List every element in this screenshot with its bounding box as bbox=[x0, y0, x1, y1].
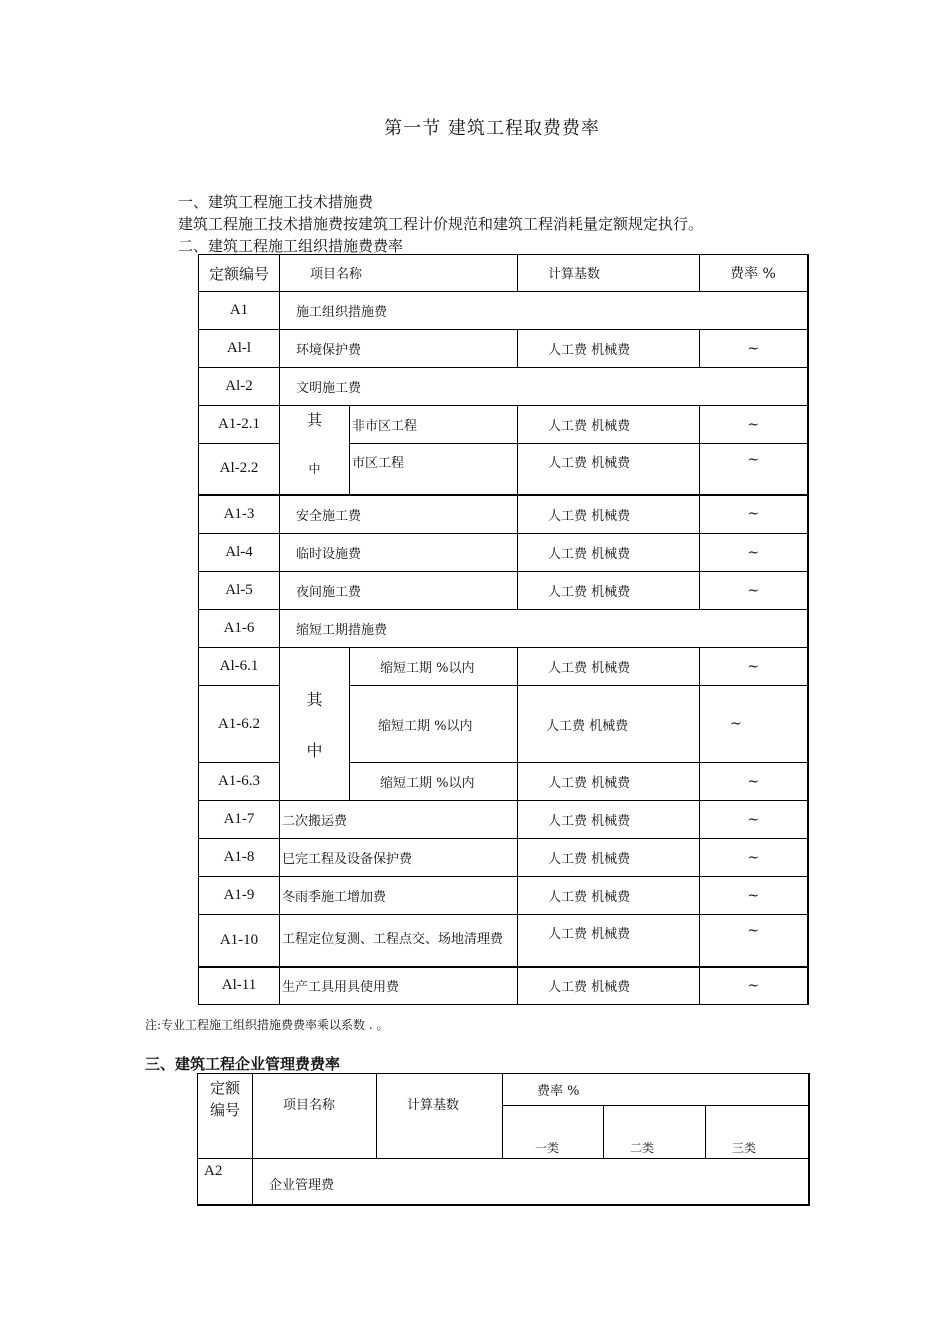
row-name: 文明施工费 bbox=[280, 368, 808, 406]
row-name: 夜间施工费 bbox=[280, 572, 518, 610]
table-row bbox=[199, 915, 808, 967]
table-header-row bbox=[199, 255, 808, 292]
row-code: A1-7 bbox=[199, 801, 280, 839]
row-base: 人工费 机械费 bbox=[518, 572, 700, 610]
table-row bbox=[199, 292, 808, 330]
row-base: 人工费 机械费 bbox=[518, 534, 700, 572]
row-code: A1-3 bbox=[199, 495, 280, 534]
row-rate: ~ bbox=[700, 686, 808, 763]
header-code-line1: 定额 bbox=[209, 1079, 240, 1097]
row-rate: ~ bbox=[700, 495, 808, 534]
row-name: 施工组织措施费 bbox=[280, 292, 808, 330]
row-name: 缩短工期措施费 bbox=[280, 610, 808, 648]
row-name: 安全施工费 bbox=[280, 495, 518, 534]
section3-heading: 三、建筑工程企业管理费费率 bbox=[145, 1055, 341, 1073]
row-code: A2 bbox=[198, 1159, 253, 1205]
table-row bbox=[199, 368, 808, 406]
row-code: A1-6.3 bbox=[199, 763, 280, 801]
table-row bbox=[199, 877, 808, 915]
qizhong-char-2: 中 bbox=[306, 741, 323, 760]
table-row bbox=[199, 495, 808, 534]
row-code: A1-6 bbox=[199, 610, 280, 648]
row-name: 生产工具用具使用费 bbox=[280, 967, 518, 1005]
row-code: Al-4 bbox=[199, 534, 280, 572]
row-base: 人工费 机械费 bbox=[518, 686, 700, 763]
header-code bbox=[198, 1074, 253, 1159]
row-rate: ~ bbox=[700, 967, 808, 1005]
row-rate: ~ bbox=[700, 330, 808, 368]
row-rate: ~ bbox=[700, 406, 808, 444]
row-name: 非市区工程 bbox=[350, 406, 518, 444]
table-row bbox=[199, 610, 808, 648]
row-code: Al-6.1 bbox=[199, 648, 280, 686]
row-name: 缩短工期 %以内 bbox=[350, 686, 518, 763]
section1-body: 建筑工程施工技术措施费按建筑工程计价规范和建筑工程消耗量定额规定执行。 bbox=[178, 215, 704, 233]
header-name: 项目名称 bbox=[280, 255, 518, 292]
page-title: 第一节 建筑工程取费费率 bbox=[384, 118, 600, 139]
qizhong-char-2: 中 bbox=[308, 461, 321, 476]
row-code: A1 bbox=[199, 292, 280, 330]
management-fee-table bbox=[197, 1073, 810, 1206]
row-rate: ~ bbox=[700, 572, 808, 610]
row-base: 人工费 机械费 bbox=[518, 406, 700, 444]
header-class3: 三类 bbox=[706, 1106, 809, 1159]
organization-measures-table bbox=[198, 254, 809, 1005]
row-rate: ~ bbox=[700, 648, 808, 686]
table-row bbox=[199, 330, 808, 368]
row-name: 临时设施费 bbox=[280, 534, 518, 572]
row-name: 冬雨季施工增加费 bbox=[280, 877, 518, 915]
row-code: Al-5 bbox=[199, 572, 280, 610]
row-base: 人工费 机械费 bbox=[518, 330, 700, 368]
row-base: 人工费 机械费 bbox=[518, 763, 700, 801]
row-name: 巳完工程及设备保护费 bbox=[280, 839, 518, 877]
row-code: A1-8 bbox=[199, 839, 280, 877]
table-row bbox=[199, 406, 808, 444]
header-code-line2: 编号 bbox=[209, 1101, 240, 1119]
row-code: Al-l bbox=[199, 330, 280, 368]
section2-heading: 二、建筑工程施工组织措施费费率 bbox=[178, 237, 404, 255]
row-base: 人工费 机械费 bbox=[518, 444, 700, 495]
row-name: 二次搬运费 bbox=[280, 801, 518, 839]
row-name: 市区工程 bbox=[350, 444, 518, 495]
row-base: 人工费 机械费 bbox=[518, 801, 700, 839]
row-code: A1-9 bbox=[199, 877, 280, 915]
table-row bbox=[199, 967, 808, 1005]
row-base: 人工费 机械费 bbox=[518, 839, 700, 877]
table-row bbox=[199, 534, 808, 572]
row-rate: ~ bbox=[700, 877, 808, 915]
row-rate: ~ bbox=[700, 763, 808, 801]
row-code: A1-2.1 bbox=[199, 406, 280, 444]
table-note: 注:专业工程施工组织措施费费率乘以系数 . 。 bbox=[145, 1018, 389, 1032]
row-base: 人工费 机械费 bbox=[518, 495, 700, 534]
header-rate: 费率 % bbox=[503, 1074, 809, 1106]
row-base: 人工费 机械费 bbox=[518, 648, 700, 686]
header-class1: 一类 bbox=[503, 1106, 604, 1159]
row-name: 缩短工期 %以内 bbox=[350, 648, 518, 686]
table-header-row bbox=[198, 1074, 809, 1106]
row-name: 工程定位复测、工程点交、场地清理费 bbox=[280, 915, 518, 967]
header-rate: 费率 % bbox=[700, 255, 808, 292]
header-name: 项目名称 bbox=[253, 1074, 377, 1159]
row-name: 企业管理费 bbox=[253, 1159, 809, 1205]
row-code: Al-2.2 bbox=[199, 444, 280, 495]
row-rate: ~ bbox=[700, 534, 808, 572]
row-name: 缩短工期 %以内 bbox=[350, 763, 518, 801]
row-base: 人工费 机械费 bbox=[518, 967, 700, 1005]
qizhong-cell bbox=[280, 406, 350, 495]
qizhong-char-1: 其 bbox=[306, 410, 322, 429]
row-name: 环境保护费 bbox=[280, 330, 518, 368]
row-code: A1-6.2 bbox=[199, 686, 280, 763]
row-rate: ~ bbox=[700, 839, 808, 877]
header-class2: 二类 bbox=[604, 1106, 706, 1159]
table-row bbox=[199, 839, 808, 877]
row-rate: ~ bbox=[700, 444, 808, 495]
table-row bbox=[199, 648, 808, 686]
row-base: 人工费 机械费 bbox=[518, 877, 700, 915]
qizhong-char-1: 其 bbox=[306, 690, 323, 709]
row-code: A1-10 bbox=[199, 915, 280, 967]
row-code: Al-11 bbox=[199, 967, 280, 1005]
table-row bbox=[198, 1159, 809, 1205]
row-base: 人工费 机械费 bbox=[518, 915, 700, 967]
section1-heading: 一、建筑工程施工技术措施费 bbox=[178, 193, 374, 211]
row-code: Al-2 bbox=[199, 368, 280, 406]
table-row bbox=[199, 572, 808, 610]
header-code: 定额编号 bbox=[199, 255, 280, 292]
table-row bbox=[199, 801, 808, 839]
header-base: 计算基数 bbox=[518, 255, 700, 292]
qizhong-cell bbox=[280, 648, 350, 801]
row-rate: ~ bbox=[700, 915, 808, 967]
header-base: 计算基数 bbox=[377, 1074, 503, 1159]
row-rate: ~ bbox=[700, 801, 808, 839]
